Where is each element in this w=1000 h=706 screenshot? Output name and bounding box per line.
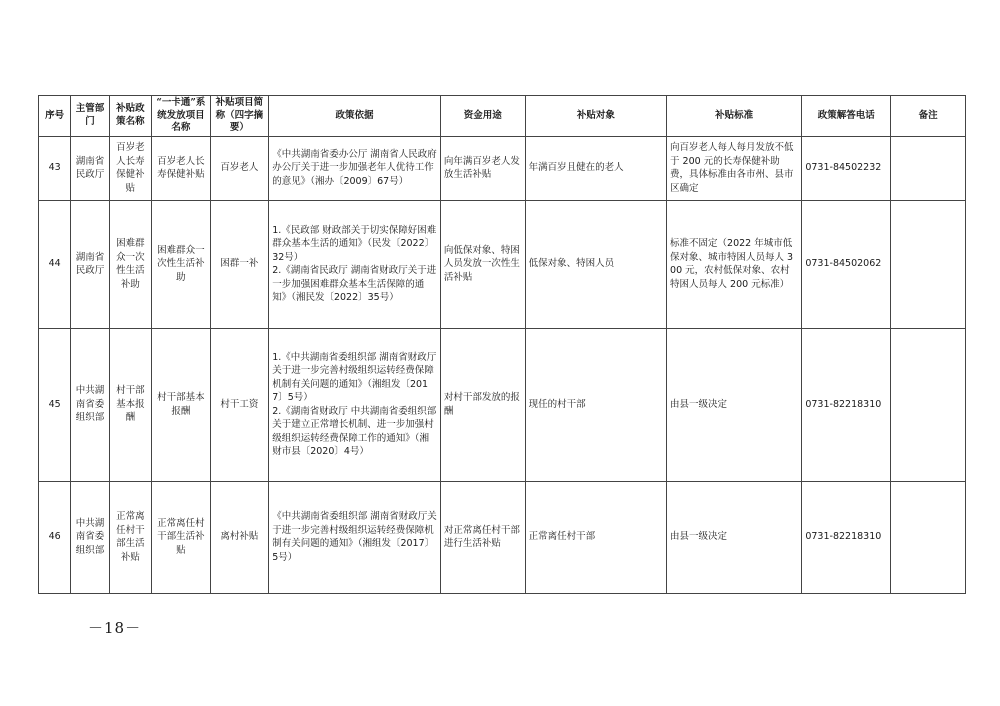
row-use: 向低保对象、特困人员发放一次性生活补贴 bbox=[440, 200, 525, 328]
row-dept: 中共湖南省委组织部 bbox=[71, 481, 109, 593]
row-no: 46 bbox=[39, 481, 71, 593]
header-policy: 补贴政策名称 bbox=[109, 96, 151, 137]
row-short: 困群一补 bbox=[210, 200, 269, 328]
row-target: 现任的村干部 bbox=[525, 328, 666, 481]
row-remark bbox=[891, 200, 966, 328]
table-row bbox=[39, 481, 966, 593]
row-use: 对正常离任村干部进行生活补贴 bbox=[440, 481, 525, 593]
header-dept: 主管部门 bbox=[71, 96, 109, 137]
row-phone: 0731-82218310 bbox=[802, 328, 891, 481]
row-no: 45 bbox=[39, 328, 71, 481]
row-card: 正常离任村干部生活补贴 bbox=[152, 481, 211, 593]
row-basis bbox=[269, 200, 441, 328]
row-policy: 困难群众一次性生活补助 bbox=[109, 200, 151, 328]
header-phone: 政策解答电话 bbox=[802, 96, 891, 137]
row-phone: 0731-82218310 bbox=[802, 481, 891, 593]
basis-item: 1.《民政部 财政部关于切实保障好困难群众基本生活的通知》（民发〔2022〕32号） bbox=[272, 224, 437, 263]
row-no: 44 bbox=[39, 200, 71, 328]
row-standard: 由县一级决定 bbox=[667, 328, 802, 481]
row-card: 村干部基本报酬 bbox=[152, 328, 211, 481]
basis-item: 2.《湖南省财政厅 中共湖南省委组织部关于建立正常增长机制、进一步加强村级组织运转经费保障工作的通知》（湘财市县〔2020〕4号） bbox=[272, 405, 437, 457]
row-remark bbox=[891, 328, 966, 481]
header-card: “一卡通”系统发放项目名称 bbox=[152, 96, 211, 137]
header-standard: 补贴标准 bbox=[667, 96, 802, 137]
row-target: 低保对象、特困人员 bbox=[525, 200, 666, 328]
row-short: 百岁老人 bbox=[210, 136, 269, 200]
row-short: 离村补贴 bbox=[210, 481, 269, 593]
row-basis bbox=[269, 328, 441, 481]
row-short: 村干工资 bbox=[210, 328, 269, 481]
row-standard: 标准不固定（2022 年城市低保对象、城市特困人员每人 300 元，农村低保对象、农村特困人员每人 200 元标准） bbox=[667, 200, 802, 328]
page-number: －18－ bbox=[88, 619, 142, 637]
row-standard: 向百岁老人每人每月发放不低于 200 元的长寿保健补助费，具体标准由各市州、县市区确定 bbox=[667, 136, 802, 200]
header-use: 资金用途 bbox=[440, 96, 525, 137]
header-remark: 备注 bbox=[891, 96, 966, 137]
row-dept: 湖南省民政厅 bbox=[71, 200, 109, 328]
table-row bbox=[39, 328, 966, 481]
row-policy: 百岁老人长寿保健补贴 bbox=[109, 136, 151, 200]
row-card: 百岁老人长寿保健补贴 bbox=[152, 136, 211, 200]
header-target: 补贴对象 bbox=[525, 96, 666, 137]
subsidy-table bbox=[38, 95, 966, 594]
row-use: 向年满百岁老人发放生活补贴 bbox=[440, 136, 525, 200]
row-basis bbox=[269, 481, 441, 593]
row-use: 对村干部发放的报酬 bbox=[440, 328, 525, 481]
row-phone: 0731-84502232 bbox=[802, 136, 891, 200]
basis-item: 1.《中共湖南省委组织部 湖南省财政厅关于进一步完善村级组织运转经费保障机制有关问题的通知》（湘组发〔2017〕5号） bbox=[272, 351, 437, 403]
basis-item: 2.《湖南省民政厅 湖南省财政厅关于进一步加强困难群众基本生活保障的通知》（湘民发〔2022〕35号） bbox=[272, 265, 437, 303]
table-row bbox=[39, 136, 966, 200]
table-row bbox=[39, 200, 966, 328]
row-standard: 由县一级决定 bbox=[667, 481, 802, 593]
row-policy: 正常离任村干部生活补贴 bbox=[109, 481, 151, 593]
row-target: 正常离任村干部 bbox=[525, 481, 666, 593]
row-no: 43 bbox=[39, 136, 71, 200]
row-card: 困难群众一次性生活补助 bbox=[152, 200, 211, 328]
row-phone: 0731-84502062 bbox=[802, 200, 891, 328]
row-policy: 村干部基本报酬 bbox=[109, 328, 151, 481]
basis-item: 《中共湖南省委组织部 湖南省财政厅关于进一步完善村级组织运转经费保障机制有关问题的通知》（湘组发〔2017〕5号） bbox=[272, 511, 437, 563]
header-short: 补贴项目简称（四字摘要） bbox=[210, 96, 269, 137]
header-basis: 政策依据 bbox=[269, 96, 441, 137]
row-remark bbox=[891, 481, 966, 593]
basis-item: 《中共湖南省委办公厅 湖南省人民政府办公厅关于进一步加强老年人优待工作的意见》（湘办〔2009〕67号） bbox=[272, 148, 437, 187]
row-dept: 中共湖南省委组织部 bbox=[71, 328, 109, 481]
table-header-row bbox=[39, 96, 966, 137]
row-remark bbox=[891, 136, 966, 200]
row-target: 年满百岁且健在的老人 bbox=[525, 136, 666, 200]
row-basis bbox=[269, 136, 441, 200]
header-no: 序号 bbox=[39, 96, 71, 137]
row-dept: 湖南省民政厅 bbox=[71, 136, 109, 200]
